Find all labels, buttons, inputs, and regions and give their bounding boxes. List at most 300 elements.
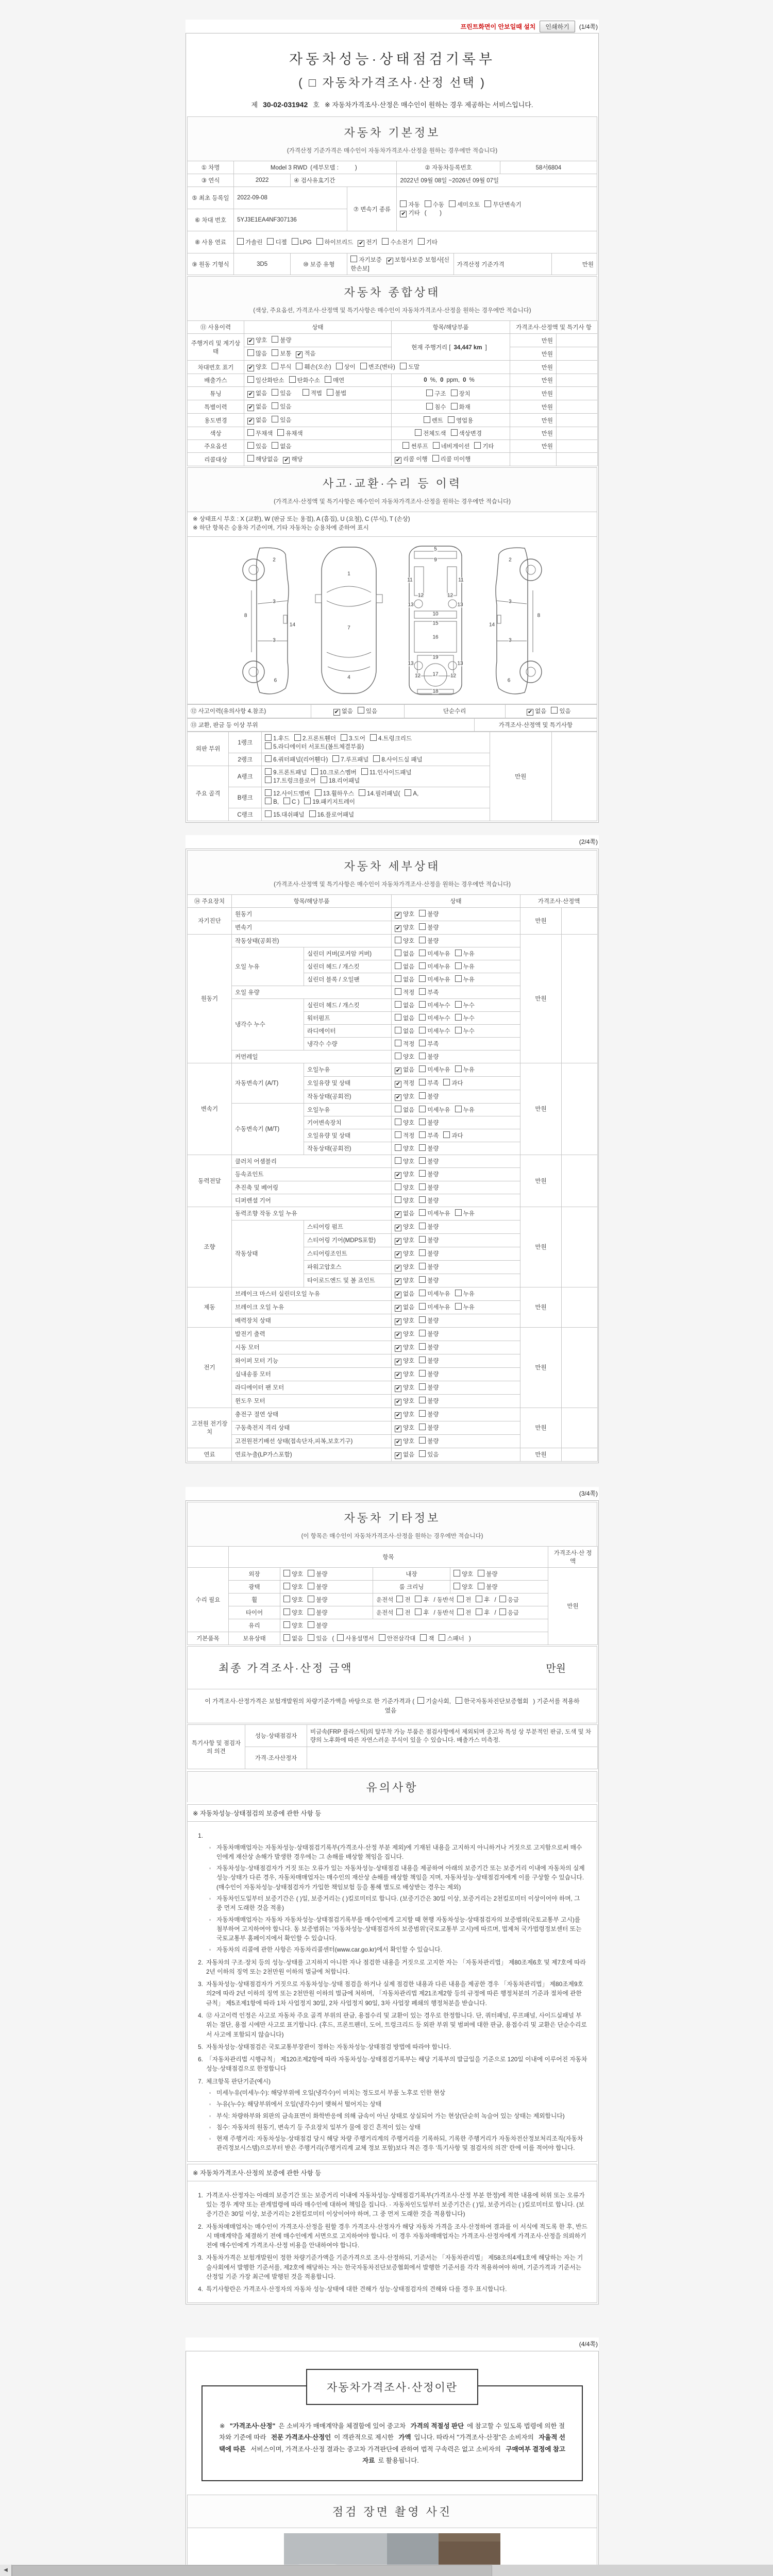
checkbox-unchecked[interactable] xyxy=(419,1092,426,1099)
opts-special-kind[interactable] xyxy=(392,400,510,414)
opts[interactable] xyxy=(280,1580,373,1593)
opts[interactable] xyxy=(392,1063,520,1076)
opts[interactable] xyxy=(392,1103,520,1116)
opts[interactable] xyxy=(280,1619,548,1632)
option-label: 스패너 xyxy=(447,1635,464,1642)
checkbox-unchecked[interactable] xyxy=(358,707,364,714)
checkbox-checked[interactable]: ✔ xyxy=(395,457,401,463)
opts[interactable] xyxy=(392,1260,520,1274)
checkbox-checked[interactable]: ✔ xyxy=(395,1304,401,1311)
checkbox-unchecked[interactable] xyxy=(419,975,426,982)
checkbox-unchecked[interactable] xyxy=(455,975,462,982)
checkbox-unchecked[interactable] xyxy=(432,455,439,462)
checkbox-checked[interactable]: ✔ xyxy=(395,1291,401,1298)
opts[interactable] xyxy=(392,1129,520,1142)
checkbox-unchecked[interactable] xyxy=(443,1079,450,1086)
checkbox-checked[interactable]: ✔ xyxy=(395,1345,401,1351)
opts[interactable] xyxy=(392,1220,520,1233)
checkbox-checked[interactable]: ✔ xyxy=(395,1172,401,1178)
checkbox-unchecked[interactable] xyxy=(283,1608,290,1615)
checkbox-unchecked[interactable] xyxy=(415,429,422,436)
checkbox-unchecked[interactable] xyxy=(336,363,343,369)
checkbox-unchecked[interactable] xyxy=(247,455,254,462)
opts-ranka[interactable] xyxy=(262,766,490,787)
checkbox-unchecked[interactable] xyxy=(395,962,401,969)
opts-fuel[interactable] xyxy=(234,231,597,253)
checkbox-checked[interactable]: ✔ xyxy=(395,1080,401,1087)
checkbox-unchecked[interactable] xyxy=(419,1437,426,1444)
checkbox-unchecked[interactable] xyxy=(419,1410,426,1417)
checkbox-unchecked[interactable] xyxy=(424,416,430,423)
checkbox-unchecked[interactable] xyxy=(321,776,327,783)
checkbox-unchecked[interactable] xyxy=(476,1596,482,1602)
checkbox-unchecked[interactable] xyxy=(425,200,431,207)
notice-item xyxy=(195,2253,587,2281)
checkbox-unchecked[interactable] xyxy=(419,988,426,995)
checkbox-unchecked[interactable] xyxy=(395,1040,401,1046)
checkbox-unchecked[interactable] xyxy=(419,1423,426,1430)
opts-color[interactable] xyxy=(244,427,392,440)
opts[interactable] xyxy=(392,1194,520,1207)
checkbox-unchecked[interactable] xyxy=(283,1634,290,1641)
checkbox-unchecked[interactable] xyxy=(311,768,318,775)
opts[interactable] xyxy=(392,1155,520,1167)
checkbox-unchecked[interactable] xyxy=(272,389,278,396)
checkbox-unchecked[interactable] xyxy=(419,937,426,943)
opts-wheel-pos[interactable] xyxy=(373,1593,548,1606)
checkbox-unchecked[interactable] xyxy=(419,1196,426,1203)
checkbox-unchecked[interactable] xyxy=(453,1583,460,1589)
checkbox-unchecked[interactable] xyxy=(455,1001,462,1008)
opts[interactable] xyxy=(450,1567,548,1580)
opts[interactable] xyxy=(392,1076,520,1090)
opts-tuning-kind[interactable] xyxy=(392,387,510,400)
checkbox-checked[interactable]: ✔ xyxy=(395,1067,401,1074)
checkbox-unchecked[interactable] xyxy=(455,1106,462,1112)
checkbox-unchecked[interactable] xyxy=(395,937,401,943)
checkbox-unchecked[interactable] xyxy=(451,389,458,396)
checkbox-unchecked[interactable] xyxy=(272,363,278,369)
checkbox-checked[interactable]: ✔ xyxy=(284,457,289,463)
opts-warranty[interactable] xyxy=(347,253,453,275)
checkbox-unchecked[interactable] xyxy=(332,755,339,762)
checkbox-unchecked[interactable] xyxy=(484,200,491,207)
checkbox-checked[interactable]: ✔ xyxy=(395,1398,401,1405)
opts[interactable] xyxy=(280,1567,373,1580)
opts-color-change[interactable] xyxy=(392,427,510,440)
opts[interactable] xyxy=(392,947,520,960)
checkbox-checked[interactable]: ✔ xyxy=(395,1331,401,1338)
opts[interactable] xyxy=(392,1167,520,1181)
checkbox-unchecked[interactable] xyxy=(455,962,462,969)
checkbox-unchecked[interactable] xyxy=(455,1209,462,1216)
item-transmission: 변속기 xyxy=(232,921,392,934)
checkbox-unchecked[interactable] xyxy=(370,734,377,741)
checkbox-unchecked[interactable] xyxy=(419,923,426,930)
checkbox-unchecked[interactable] xyxy=(419,1249,426,1256)
checkbox-checked[interactable]: ✔ xyxy=(359,240,364,246)
checkbox-unchecked[interactable] xyxy=(382,238,389,245)
checkbox-unchecked[interactable] xyxy=(395,975,401,982)
checkbox-unchecked[interactable] xyxy=(277,429,284,436)
checkbox-unchecked[interactable] xyxy=(419,1223,426,1229)
checkbox-unchecked[interactable] xyxy=(265,789,272,796)
checkbox-checked[interactable]: ✔ xyxy=(395,1211,401,1217)
opts[interactable] xyxy=(392,934,520,947)
opts[interactable] xyxy=(392,1233,520,1247)
checkbox-unchecked[interactable] xyxy=(341,734,347,741)
checkbox-unchecked[interactable] xyxy=(325,376,331,383)
checkbox-checked[interactable]: ✔ xyxy=(395,1318,401,1325)
checkbox-unchecked[interactable] xyxy=(395,1118,401,1125)
opts-rankc[interactable] xyxy=(262,808,490,821)
checkbox-unchecked[interactable] xyxy=(405,789,411,796)
checkbox-unchecked[interactable] xyxy=(419,1343,426,1350)
checkbox-unchecked[interactable] xyxy=(283,798,290,804)
checkbox-unchecked[interactable] xyxy=(426,389,433,396)
checkbox-unchecked[interactable] xyxy=(419,1370,426,1377)
checkbox-unchecked[interactable] xyxy=(283,1621,290,1628)
checkbox-unchecked[interactable] xyxy=(418,238,425,245)
checkbox-unchecked[interactable] xyxy=(247,349,254,356)
checkbox-unchecked[interactable] xyxy=(419,1316,426,1323)
checkbox-unchecked[interactable] xyxy=(294,734,301,741)
checkbox-unchecked[interactable] xyxy=(308,1583,314,1589)
checkbox-unchecked[interactable] xyxy=(272,336,278,343)
checkbox-unchecked[interactable] xyxy=(457,1596,464,1602)
checkbox-unchecked[interactable] xyxy=(395,1001,401,1008)
checkbox-unchecked[interactable] xyxy=(373,755,380,762)
value-car-name[interactable] xyxy=(234,161,397,174)
checkbox-unchecked[interactable] xyxy=(433,442,440,449)
opts-vin-mark[interactable] xyxy=(244,361,510,374)
checkbox-unchecked[interactable] xyxy=(455,1065,462,1072)
checkbox-checked[interactable]: ✔ xyxy=(395,911,401,918)
opts-mileage-state[interactable] xyxy=(244,334,392,347)
opts-basic-items[interactable] xyxy=(280,1632,548,1645)
opts-mileage-amount[interactable] xyxy=(244,347,392,361)
checkbox-checked[interactable]: ✔ xyxy=(248,365,254,371)
checkbox-unchecked[interactable] xyxy=(455,1014,462,1021)
opts-tuning[interactable] xyxy=(244,387,392,400)
checkbox-unchecked[interactable] xyxy=(419,1303,426,1310)
opts[interactable] xyxy=(392,1381,520,1394)
checkbox-checked[interactable]: ✔ xyxy=(248,404,254,411)
opts-rankb[interactable] xyxy=(262,787,490,808)
opts-usage-change[interactable] xyxy=(244,414,392,427)
checkbox-unchecked[interactable] xyxy=(395,1053,401,1059)
checkbox-checked[interactable]: ✔ xyxy=(395,1452,401,1459)
checkbox-unchecked[interactable] xyxy=(419,1450,426,1457)
opts[interactable] xyxy=(450,1580,548,1593)
checkbox-checked[interactable]: ✔ xyxy=(334,708,339,715)
checkbox-unchecked[interactable] xyxy=(419,1263,426,1269)
opts[interactable] xyxy=(392,1300,520,1314)
checkbox-unchecked[interactable] xyxy=(415,1608,422,1615)
checkbox-unchecked[interactable] xyxy=(267,238,274,245)
checkbox-unchecked[interactable] xyxy=(499,1596,506,1602)
checkbox-unchecked[interactable] xyxy=(337,1634,344,1641)
checkbox-unchecked[interactable] xyxy=(395,1196,401,1203)
checkbox-checked[interactable]: ✔ xyxy=(395,1278,401,1284)
checkbox-checked[interactable]: ✔ xyxy=(528,708,533,715)
checkbox-unchecked[interactable] xyxy=(419,1027,426,1033)
value-current-mileage[interactable] xyxy=(392,334,510,361)
checkbox-unchecked[interactable] xyxy=(455,1303,462,1310)
checkbox-checked[interactable]: ✔ xyxy=(395,925,401,931)
opts[interactable] xyxy=(392,921,520,934)
opts-simple-repair[interactable] xyxy=(505,704,597,718)
opts[interactable] xyxy=(392,1207,520,1220)
checkbox-unchecked[interactable] xyxy=(456,1697,462,1704)
opts-options-kind[interactable] xyxy=(392,440,510,453)
opts[interactable] xyxy=(392,1287,520,1300)
opts-options[interactable] xyxy=(244,440,392,453)
checkbox-unchecked[interactable] xyxy=(419,1276,426,1283)
checkbox-unchecked[interactable] xyxy=(359,789,365,796)
price-basis-note[interactable] xyxy=(187,1689,597,1724)
scrollbar-thumb[interactable] xyxy=(12,2565,492,2576)
opts[interactable] xyxy=(392,1024,520,1037)
opts-transmission[interactable] xyxy=(397,187,597,231)
checkbox-unchecked[interactable] xyxy=(499,1608,506,1615)
checkbox-checked[interactable]: ✔ xyxy=(401,211,406,217)
opts[interactable] xyxy=(392,1142,520,1155)
checkbox-unchecked[interactable] xyxy=(449,200,456,207)
checkbox-unchecked[interactable] xyxy=(315,789,322,796)
checkbox-unchecked[interactable] xyxy=(474,442,481,449)
checkbox-unchecked[interactable] xyxy=(478,1583,484,1589)
checkbox-unchecked[interactable] xyxy=(419,1001,426,1008)
checkbox-unchecked[interactable] xyxy=(395,1157,401,1164)
opts-rank2[interactable] xyxy=(262,753,490,766)
checkbox-checked[interactable]: ✔ xyxy=(395,1094,401,1100)
checkbox-unchecked[interactable] xyxy=(395,1183,401,1190)
checkbox-unchecked[interactable] xyxy=(272,416,278,422)
opts[interactable] xyxy=(392,1434,520,1448)
checkbox-checked[interactable]: ✔ xyxy=(297,351,302,358)
checkbox-unchecked[interactable] xyxy=(283,1570,290,1577)
checkbox-unchecked[interactable] xyxy=(316,238,323,245)
opts-accident-history[interactable] xyxy=(311,704,404,718)
checkbox-unchecked[interactable] xyxy=(292,238,298,245)
checkbox-unchecked[interactable] xyxy=(417,1697,424,1704)
opts-tire-pos[interactable] xyxy=(373,1606,548,1619)
opts[interactable] xyxy=(392,1274,520,1287)
checkbox-unchecked[interactable] xyxy=(308,1570,314,1577)
checkbox-unchecked[interactable] xyxy=(419,1157,426,1164)
value-emission[interactable] xyxy=(392,374,510,387)
opts[interactable] xyxy=(392,973,520,986)
checkbox-unchecked[interactable] xyxy=(283,1583,290,1589)
checkbox-unchecked[interactable] xyxy=(419,1236,426,1243)
checkbox-unchecked[interactable] xyxy=(396,1608,403,1615)
checkbox-unchecked[interactable] xyxy=(308,1608,314,1615)
opts[interactable] xyxy=(392,998,520,1011)
checkbox-unchecked[interactable] xyxy=(360,363,367,369)
checkbox-unchecked[interactable] xyxy=(265,810,272,817)
checkbox-unchecked[interactable] xyxy=(455,1027,462,1033)
checkbox-unchecked[interactable] xyxy=(395,988,401,995)
checkbox-unchecked[interactable] xyxy=(420,1634,427,1641)
checkbox-checked[interactable]: ✔ xyxy=(395,1264,401,1271)
scrollbar-left-arrow-icon[interactable]: ◀ xyxy=(0,2565,12,2576)
checkbox-unchecked[interactable] xyxy=(443,1131,450,1138)
opts[interactable] xyxy=(392,1247,520,1260)
checkbox-unchecked[interactable] xyxy=(350,256,357,262)
checkbox-checked[interactable]: ✔ xyxy=(395,1438,401,1445)
checkbox-unchecked[interactable] xyxy=(308,1621,314,1628)
checkbox-checked[interactable]: ✔ xyxy=(395,1358,401,1365)
opts[interactable] xyxy=(392,1181,520,1194)
checkbox-unchecked[interactable] xyxy=(419,950,426,956)
checkbox-unchecked[interactable] xyxy=(272,442,278,449)
checkbox-unchecked[interactable] xyxy=(272,349,278,356)
opts[interactable] xyxy=(392,1341,520,1354)
checkbox-unchecked[interactable] xyxy=(457,1608,464,1615)
checkbox-unchecked[interactable] xyxy=(453,1570,460,1577)
checkbox-unchecked[interactable] xyxy=(426,403,433,410)
horizontal-scrollbar[interactable] xyxy=(0,2565,773,2576)
checkbox-unchecked[interactable] xyxy=(448,416,455,423)
checkbox-unchecked[interactable] xyxy=(419,1131,426,1138)
checkbox-unchecked[interactable] xyxy=(455,950,462,956)
checkbox-unchecked[interactable] xyxy=(419,1144,426,1151)
checkbox-unchecked[interactable] xyxy=(439,1634,445,1641)
opts[interactable] xyxy=(392,1314,520,1327)
checkbox-unchecked[interactable] xyxy=(265,742,272,749)
checkbox-unchecked[interactable] xyxy=(402,442,409,449)
checkbox-unchecked[interactable] xyxy=(419,1053,426,1059)
checkbox-unchecked[interactable] xyxy=(451,429,458,436)
checkbox-unchecked[interactable] xyxy=(395,1014,401,1021)
checkbox-unchecked[interactable] xyxy=(419,1397,426,1403)
checkbox-checked[interactable]: ✔ xyxy=(395,1251,401,1258)
checkbox-checked[interactable]: ✔ xyxy=(248,391,254,397)
checkbox-unchecked[interactable] xyxy=(327,389,333,396)
opts[interactable] xyxy=(392,1037,520,1050)
checkbox-unchecked[interactable] xyxy=(419,1079,426,1086)
checkbox-unchecked[interactable] xyxy=(395,1027,401,1033)
opts-usage-kind[interactable] xyxy=(392,414,510,427)
checkbox-unchecked[interactable] xyxy=(419,910,426,917)
checkbox-unchecked[interactable] xyxy=(395,1144,401,1151)
opts[interactable] xyxy=(392,907,520,921)
opts[interactable] xyxy=(392,1394,520,1408)
page-marker-2: (2/4쪽) xyxy=(579,838,598,845)
checkbox-unchecked[interactable] xyxy=(361,768,368,775)
opts[interactable] xyxy=(392,1050,520,1063)
checkbox-unchecked[interactable] xyxy=(476,1608,482,1615)
opts[interactable] xyxy=(280,1606,373,1619)
checkbox-unchecked[interactable] xyxy=(451,403,458,410)
checkbox-unchecked[interactable] xyxy=(247,376,254,383)
checkbox-unchecked[interactable] xyxy=(419,1065,426,1072)
opts-recall-done[interactable] xyxy=(392,453,510,466)
checkbox-checked[interactable]: ✔ xyxy=(395,1371,401,1378)
checkbox-unchecked[interactable] xyxy=(237,238,244,245)
checkbox-unchecked[interactable] xyxy=(308,1634,314,1641)
checkbox-unchecked[interactable] xyxy=(247,442,254,449)
checkbox-unchecked[interactable] xyxy=(265,798,272,804)
checkbox-unchecked[interactable] xyxy=(272,402,278,409)
checkbox-unchecked[interactable] xyxy=(395,1106,401,1112)
checkbox-unchecked[interactable] xyxy=(419,1106,426,1112)
opts[interactable] xyxy=(280,1593,373,1606)
checkbox-unchecked[interactable] xyxy=(265,734,272,741)
checkbox-unchecked[interactable] xyxy=(283,1596,290,1602)
checkbox-unchecked[interactable] xyxy=(400,363,407,369)
opts-recall[interactable] xyxy=(244,453,392,466)
opts[interactable] xyxy=(392,1090,520,1103)
checkbox-unchecked[interactable] xyxy=(419,1290,426,1296)
checkbox-checked[interactable]: ✔ xyxy=(395,1412,401,1418)
opts[interactable] xyxy=(392,1448,520,1461)
checkbox-checked[interactable]: ✔ xyxy=(248,338,254,344)
checkbox-unchecked[interactable] xyxy=(247,429,254,436)
opts[interactable] xyxy=(392,986,520,998)
checkbox-unchecked[interactable] xyxy=(309,810,316,817)
checkbox-unchecked[interactable] xyxy=(419,1383,426,1390)
checkbox-unchecked[interactable] xyxy=(265,776,272,783)
checkbox-unchecked[interactable] xyxy=(308,1596,314,1602)
checkbox-checked[interactable]: ✔ xyxy=(387,258,392,264)
checkbox-unchecked[interactable] xyxy=(296,363,303,369)
checkbox-unchecked[interactable] xyxy=(379,1634,385,1641)
checkbox-unchecked[interactable] xyxy=(415,1596,422,1602)
checkbox-unchecked[interactable] xyxy=(478,1570,484,1577)
checkbox-unchecked[interactable] xyxy=(419,1183,426,1190)
opts[interactable] xyxy=(392,1116,520,1129)
checkbox-unchecked[interactable] xyxy=(265,755,272,762)
opts[interactable] xyxy=(392,1408,520,1421)
opts[interactable] xyxy=(392,1327,520,1341)
checkbox-unchecked[interactable] xyxy=(419,962,426,969)
checkbox-checked[interactable]: ✔ xyxy=(395,1385,401,1392)
opts[interactable] xyxy=(392,1421,520,1434)
checkbox-unchecked[interactable] xyxy=(289,376,296,383)
checkbox-unchecked[interactable] xyxy=(455,1290,462,1296)
opts-special[interactable] xyxy=(244,400,392,414)
checkbox-unchecked[interactable] xyxy=(304,798,311,804)
checkbox-unchecked[interactable] xyxy=(419,1357,426,1363)
checkbox-checked[interactable]: ✔ xyxy=(395,1425,401,1432)
opts[interactable] xyxy=(392,1367,520,1381)
checkbox-checked[interactable]: ✔ xyxy=(248,418,254,424)
checkbox-unchecked[interactable] xyxy=(265,768,272,775)
opts-emission[interactable] xyxy=(244,374,392,387)
opts[interactable] xyxy=(392,1354,520,1367)
checkbox-unchecked[interactable] xyxy=(400,200,407,207)
checkbox-unchecked[interactable] xyxy=(419,1330,426,1336)
opts-rank1[interactable] xyxy=(262,732,490,753)
checkbox-unchecked[interactable] xyxy=(419,1118,426,1125)
opts[interactable] xyxy=(392,1011,520,1024)
checkbox-unchecked[interactable] xyxy=(551,707,558,714)
checkbox-unchecked[interactable] xyxy=(419,1040,426,1046)
opts[interactable] xyxy=(392,960,520,973)
checkbox-unchecked[interactable] xyxy=(419,1170,426,1177)
checkbox-unchecked[interactable] xyxy=(419,1209,426,1216)
checkbox-unchecked[interactable] xyxy=(419,1014,426,1021)
checkbox-checked[interactable]: ✔ xyxy=(395,1238,401,1244)
checkbox-unchecked[interactable] xyxy=(395,950,401,956)
checkbox-unchecked[interactable] xyxy=(303,389,309,396)
checkbox-unchecked[interactable] xyxy=(395,1131,401,1138)
checkbox-checked[interactable]: ✔ xyxy=(395,1224,401,1231)
print-button[interactable]: 인쇄하기 xyxy=(540,21,575,32)
checkbox-unchecked[interactable] xyxy=(396,1596,403,1602)
